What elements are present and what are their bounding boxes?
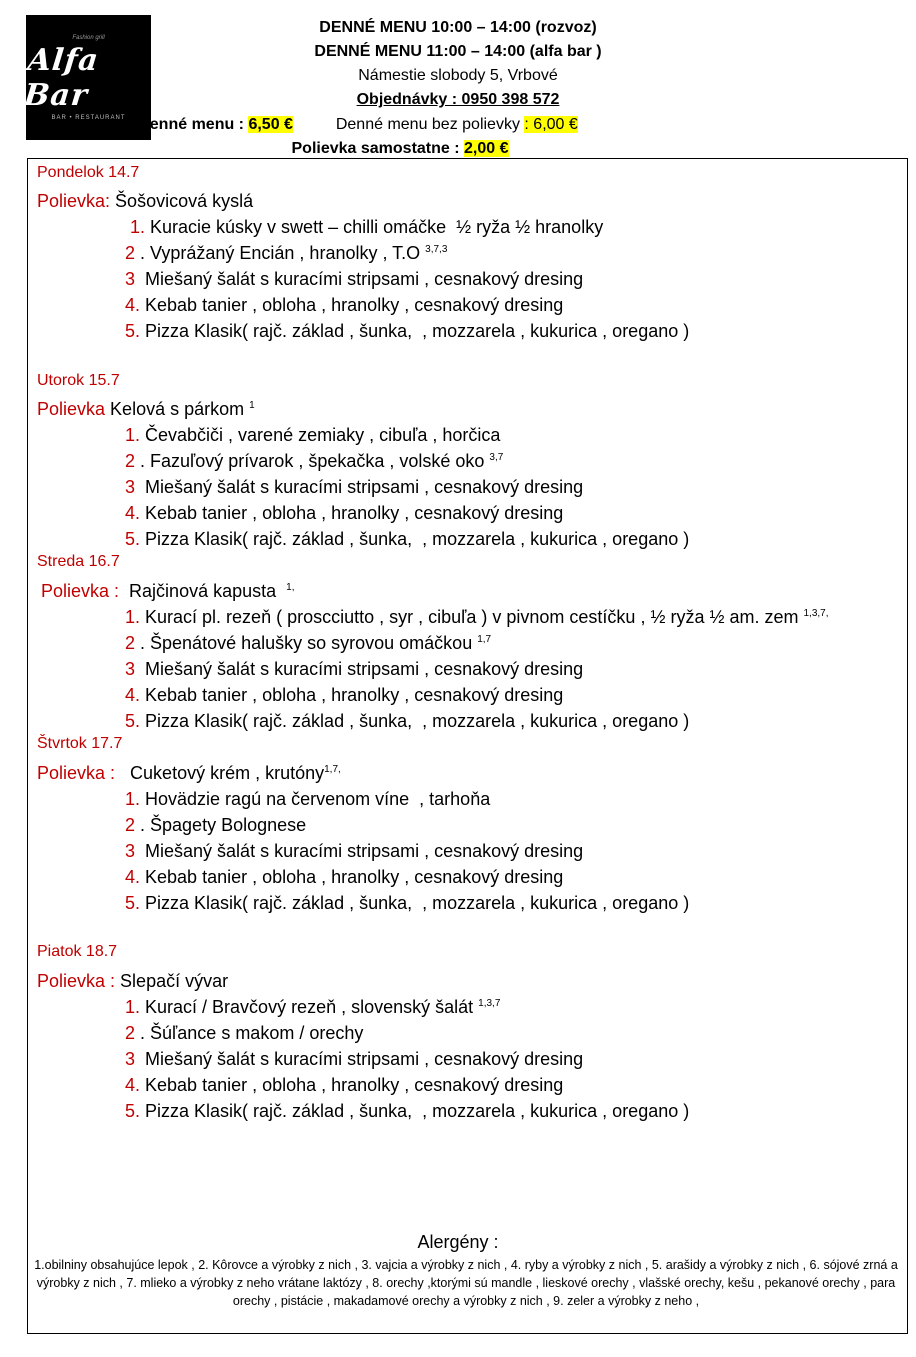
menu-item xyxy=(125,707,689,732)
menu-item xyxy=(125,785,490,810)
menu-item xyxy=(125,655,583,680)
menu-item-text: . Fazuľový prívarok , špekačka , volské oko xyxy=(135,451,490,471)
menu-item-number: 5. xyxy=(125,321,141,341)
soup-line xyxy=(41,577,294,602)
menu-item-number: 2 xyxy=(125,1023,136,1043)
menu-item-allergens: 1,3,7 xyxy=(478,998,501,1009)
menu-item xyxy=(125,837,583,862)
menu-item-number: 3 xyxy=(125,659,136,679)
menu-item-text: Kurací pl. rezeň ( proscciutto , syr , cibuľa ) v pivnom cestíčku , ½ ryža ½ am. zem xyxy=(140,607,804,627)
menu-item-text: Kebab tanier , obloha , hranolky , cesnakový dresing xyxy=(140,867,564,887)
soup-label: Polievka : xyxy=(41,581,120,601)
menu-item xyxy=(125,265,583,290)
menu-item-number: 5. xyxy=(125,529,141,549)
soup-allergens: 1, xyxy=(286,582,295,593)
soup-price: 2,00 € xyxy=(464,140,509,157)
day-heading: Utorok 15.7 xyxy=(37,372,120,389)
soup-label: Polievka : xyxy=(37,971,116,991)
menu-item-number: 4. xyxy=(125,1075,141,1095)
menu-item xyxy=(125,421,500,446)
menu-price-label: Denné menu : xyxy=(138,116,249,133)
menu-item-text: Pizza Klasik( rajč. základ , šunka, , mozzarela , kukurica , oregano ) xyxy=(140,321,690,341)
menu-item-number: 1. xyxy=(125,425,141,445)
menu-item-text: Kebab tanier , obloha , hranolky , cesnakový dresing xyxy=(140,295,564,315)
menu-item-text: Kurací / Bravčový rezeň , slovenský šalát xyxy=(140,997,479,1017)
menu-item-text: Hovädzie ragú na červenom víne , tarhoňa xyxy=(140,789,491,809)
menu-item xyxy=(125,239,447,264)
allergens-title: Alergény : xyxy=(417,1232,499,1252)
soup-name: Rajčinová kapusta xyxy=(119,581,287,601)
logo-sub-text: BAR • RESTAURANT xyxy=(51,114,126,121)
menu-item-text: Čevabčiči , varené zemiaky , cibuľa , horčica xyxy=(140,425,501,445)
no-soup-label: Denné menu bez polievky xyxy=(335,116,525,133)
menu-item xyxy=(125,525,689,550)
soup-allergens: 1 xyxy=(249,400,255,411)
menu-item-number: 2 xyxy=(125,815,136,835)
menu-item xyxy=(125,499,563,524)
soup-line xyxy=(37,187,253,212)
menu-item-number: 4. xyxy=(125,867,141,887)
menu-item-number: 4. xyxy=(125,503,141,523)
menu-item-text: . Špenátové halušky so syrovou omáčkou xyxy=(135,633,478,653)
menu-item xyxy=(125,291,563,316)
day-heading: Streda 16.7 xyxy=(37,553,120,570)
menu-item-text: . Vyprážaný Encián , hranolky , T.O xyxy=(135,243,426,263)
menu-item-allergens: 3,7,3 xyxy=(425,244,448,255)
allergens-text: 1.obilniny obsahujúce lepok , 2. Kôrovce a výrobky z nich , 3. vajcia a výrobky z nich , 4. ryby a výrobky z nich , 5. arašidy a výrobky z nich , 6. sójové zrná a výrobky z nich , 7. mlieko a výrobky z neho vrátane laktózy , 8. orechy ,ktorými sú mandle , lieskové orechy , vlašské orechy, kešu , pekanové orechy , para orechy , pistácie , makadamové orechy a výrobky z nich , 9. zeler a výrobky z neho , xyxy=(34,1258,898,1308)
menu-item-number: 2 xyxy=(125,633,136,653)
menu-item-number: 4. xyxy=(125,685,141,705)
menu-item xyxy=(125,447,503,472)
soup-label: Polievka xyxy=(37,399,106,419)
soup-name: Cuketový krém , krutóny xyxy=(115,763,325,783)
menu-item-number: 1. xyxy=(125,789,141,809)
day-heading: Piatok 18.7 xyxy=(37,943,118,960)
menu-item-number: 3 xyxy=(125,477,136,497)
menu-item-text: Miešaný šalát s kuracími stripsami , cesnakový dresing xyxy=(135,477,584,497)
menu-item-number: 3 xyxy=(125,1049,136,1069)
menu-item-number: 5. xyxy=(125,711,141,731)
menu-item-number: 2 xyxy=(125,451,136,471)
menu-item xyxy=(125,811,306,836)
day-heading: Pondelok 14.7 xyxy=(37,164,140,181)
menu-item-text: Pizza Klasik( rajč. základ , šunka, , mozzarela , kukurica , oregano ) xyxy=(140,529,690,549)
menu-item xyxy=(130,213,603,238)
menu-item-text: Miešaný šalát s kuracími stripsami , cesnakový dresing xyxy=(135,1049,584,1069)
soup-name: Slepačí vývar xyxy=(115,971,229,991)
soup-name: Kelová s párkom xyxy=(105,399,250,419)
menu-item xyxy=(125,993,500,1018)
menu-item-text: Pizza Klasik( rajč. základ , šunka, , mozzarela , kukurica , oregano ) xyxy=(140,711,690,731)
header-line-1: DENNÉ MENU 10:00 – 14:00 (rozvoz) xyxy=(319,19,597,36)
menu-item-allergens: 1,7 xyxy=(477,634,492,645)
soup-price-label: Polievka samostatne : xyxy=(291,140,465,157)
menu-item-text: Miešaný šalát s kuracími stripsami , cesnakový dresing xyxy=(135,659,584,679)
no-soup-price: : 6,00 € xyxy=(524,116,578,133)
menu-item xyxy=(125,1019,363,1044)
menu-item-number: 5. xyxy=(125,893,141,913)
soup-label: Polievka : xyxy=(37,763,116,783)
menu-item xyxy=(125,863,563,888)
menu-item-number: 1. xyxy=(125,607,141,627)
menu-item xyxy=(125,629,491,654)
menu-item-text: Kebab tanier , obloha , hranolky , cesnakový dresing xyxy=(140,503,564,523)
menu-item-number: 3 xyxy=(125,269,136,289)
logo-top-text: Fashion grill xyxy=(72,34,105,41)
menu-item-allergens: 3,7 xyxy=(489,452,504,463)
logo-brand: Alfa Bar xyxy=(22,42,101,113)
menu-item-number: 2 xyxy=(125,243,136,263)
menu-item-text: . Špagety Bolognese xyxy=(135,815,307,835)
menu-item-text: Pizza Klasik( rajč. základ , šunka, , mozzarela , kukurica , oregano ) xyxy=(140,1101,690,1121)
menu-item-number: 3 xyxy=(125,841,136,861)
menu-item xyxy=(125,473,583,498)
menu-item xyxy=(125,681,563,706)
header-address: Námestie slobody 5, Vrbové xyxy=(358,67,558,84)
header-line-2: DENNÉ MENU 11:00 – 14:00 (alfa bar ) xyxy=(314,43,602,60)
menu-item xyxy=(125,1045,583,1070)
menu-item xyxy=(125,1071,563,1096)
menu-item-number: 4. xyxy=(125,295,141,315)
soup-label: Polievka: xyxy=(37,191,111,211)
menu-item-number: 1. xyxy=(125,997,141,1017)
menu-item-number: 1. xyxy=(130,217,146,237)
menu-item xyxy=(125,603,829,628)
menu-item-text: . Šúľance s makom / orechy xyxy=(135,1023,364,1043)
soup-line xyxy=(37,395,255,420)
price-line xyxy=(0,115,816,135)
menu-item-number: 5. xyxy=(125,1101,141,1121)
soup-name: Šošovicová kyslá xyxy=(110,191,254,211)
menu-item-text: Miešaný šalát s kuracími stripsami , cesnakový dresing xyxy=(135,269,584,289)
menu-item-text: Miešaný šalát s kuracími stripsami , cesnakový dresing xyxy=(135,841,584,861)
menu-item xyxy=(125,889,689,914)
menu-price: 6,50 € xyxy=(248,116,293,133)
soup-line xyxy=(37,759,341,784)
soup-allergens: 1,7, xyxy=(324,764,341,775)
soup-line xyxy=(37,967,228,992)
menu-item-text: Kebab tanier , obloha , hranolky , cesnakový dresing xyxy=(140,685,564,705)
menu-item xyxy=(125,1097,689,1122)
menu-item-text: Kebab tanier , obloha , hranolky , cesnakový dresing xyxy=(140,1075,564,1095)
day-heading: Štvrtok 17.7 xyxy=(37,735,123,752)
menu-item-allergens: 1,3,7, xyxy=(803,608,829,619)
soup-price-line xyxy=(0,139,858,159)
menu-item-text: Kuracie kúsky v swett – chilli omáčke ½ ryža ½ hranolky xyxy=(145,217,604,237)
header-orders: Objednávky : 0950 398 572 xyxy=(356,91,560,108)
menu-item xyxy=(125,317,689,342)
menu-item-text: Pizza Klasik( rajč. základ , šunka, , mozzarela , kukurica , oregano ) xyxy=(140,893,690,913)
